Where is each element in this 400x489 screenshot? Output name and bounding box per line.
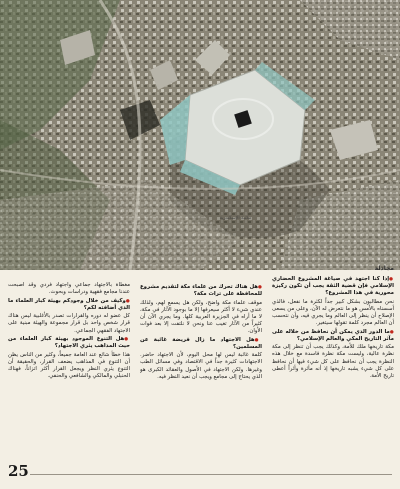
question: ● هل التنوع الموجود بهيئة كبار العلماء من حيث المذاهب يثري الاجتهاد؟ — [8, 336, 130, 350]
question: ● وكيف من خلال وجودكم بهيئة كبار العلماء ما الذي أضافته لكم؟ — [8, 298, 130, 312]
question: ● هل هناك تحرك من علماء مكة لتقديم مشروع للمحافظة على تراث مكة؟ — [140, 284, 262, 298]
article-column-left — [8, 282, 130, 456]
answer: كلمة غائبة ليس لها محل اليوم، لأن الاجتهاد حاضر. الاجتهادات كثيرة جداً في الاقتصاد وفي مسائل الطب وغيرها. ولكن الاجتهاد في الأصول والعقائد الكبرى هو الذي يحتاج إلى مجامع ويجب أن نعيد النظر فيه. — [140, 352, 262, 380]
section-label: مجادلة — [374, 265, 394, 272]
article-body — [6, 276, 394, 456]
answer: مغطاة بالاجتهاد جماعي واجتهاد فردي وقد أصبحت عندنا مجامع فقهية ودراسات وبحوث. — [8, 282, 130, 296]
article-column-right — [272, 276, 394, 456]
question: ● إذا كنا اجتهد في صياغة المشروع الحضاري الإسلامي فإن قضية الثقة يجب أن تكون ركيزة محورية في هذا المشروع؟ — [272, 276, 394, 297]
page-number: 25 — [8, 462, 29, 480]
article-column-middle — [140, 284, 262, 456]
photo-watermark: مكتبة الإسكندرية — [219, 216, 252, 221]
answer: موقف علماء مكة واضح، ولكن هل يسمع لهم، ولذلك عندي شيء لا أكثر سيعرفها إلا ما بوجود الآثار في مكة، لا ما أراه في الجزيرة العربية كلها. وما يجري الآن أن كثيراً من الآثار تغيب عنا ونحن لا نلتفت إلا بعد فوات الأوان. — [140, 299, 262, 335]
question: ● ما الدور الذي يمكن أن نحافظ من خلاله على مآثر التاريخ المكي والعالم الإسلامي؟ — [272, 329, 394, 343]
question: ● هل الاجتهاد ما زال فريضة غائبة عن المسلمين؟ — [140, 337, 262, 351]
answer: نحن مطالبون بشكل كبير جداً لكثرة ما نفعل، فالذي أسسناه بالأمس هو ما نتعرض له الآن، وعلى من يسعى الإصلاح أن ينظر إلى العالم وما يجري فيه، وأن نتحسب أن العالم مجرد كلمة تقولها سيتغير. — [272, 298, 394, 327]
answer: هذا خطأ شائع عند العامة جميعاً، وكثير من الناس يظن أن التنوع في المذاهب يضعف القرار، والحقيقة أن التنوع يثري النظر ويجعل القرار أكثر اتزاناً، فهناك الحنبلي والمالكي والشافعي والحنفي. — [8, 351, 130, 380]
footer-divider — [30, 474, 392, 475]
answer: كل عضو له دوره والقرارات تصدر بالأغلبية ليس هناك قرار شخص واحد بل قرار مجموعة والهيئة مبنية على الاجتهاد الفقهي الجماعي. — [8, 313, 130, 334]
answer: مكة تاريخها ملك للأمة، وكذلك يجب أن تنظر إلى مكة نظرة عالية، وليست مكة نظرة فاسدة مع خلال هذه النظرة يجب أن نحافظ على كل شيء فيها أن نحافظ على كل شيء يشبه تاريخها إذ أنه مأثرة وأثراً أعطى تاريخ الأمة. — [272, 344, 394, 379]
